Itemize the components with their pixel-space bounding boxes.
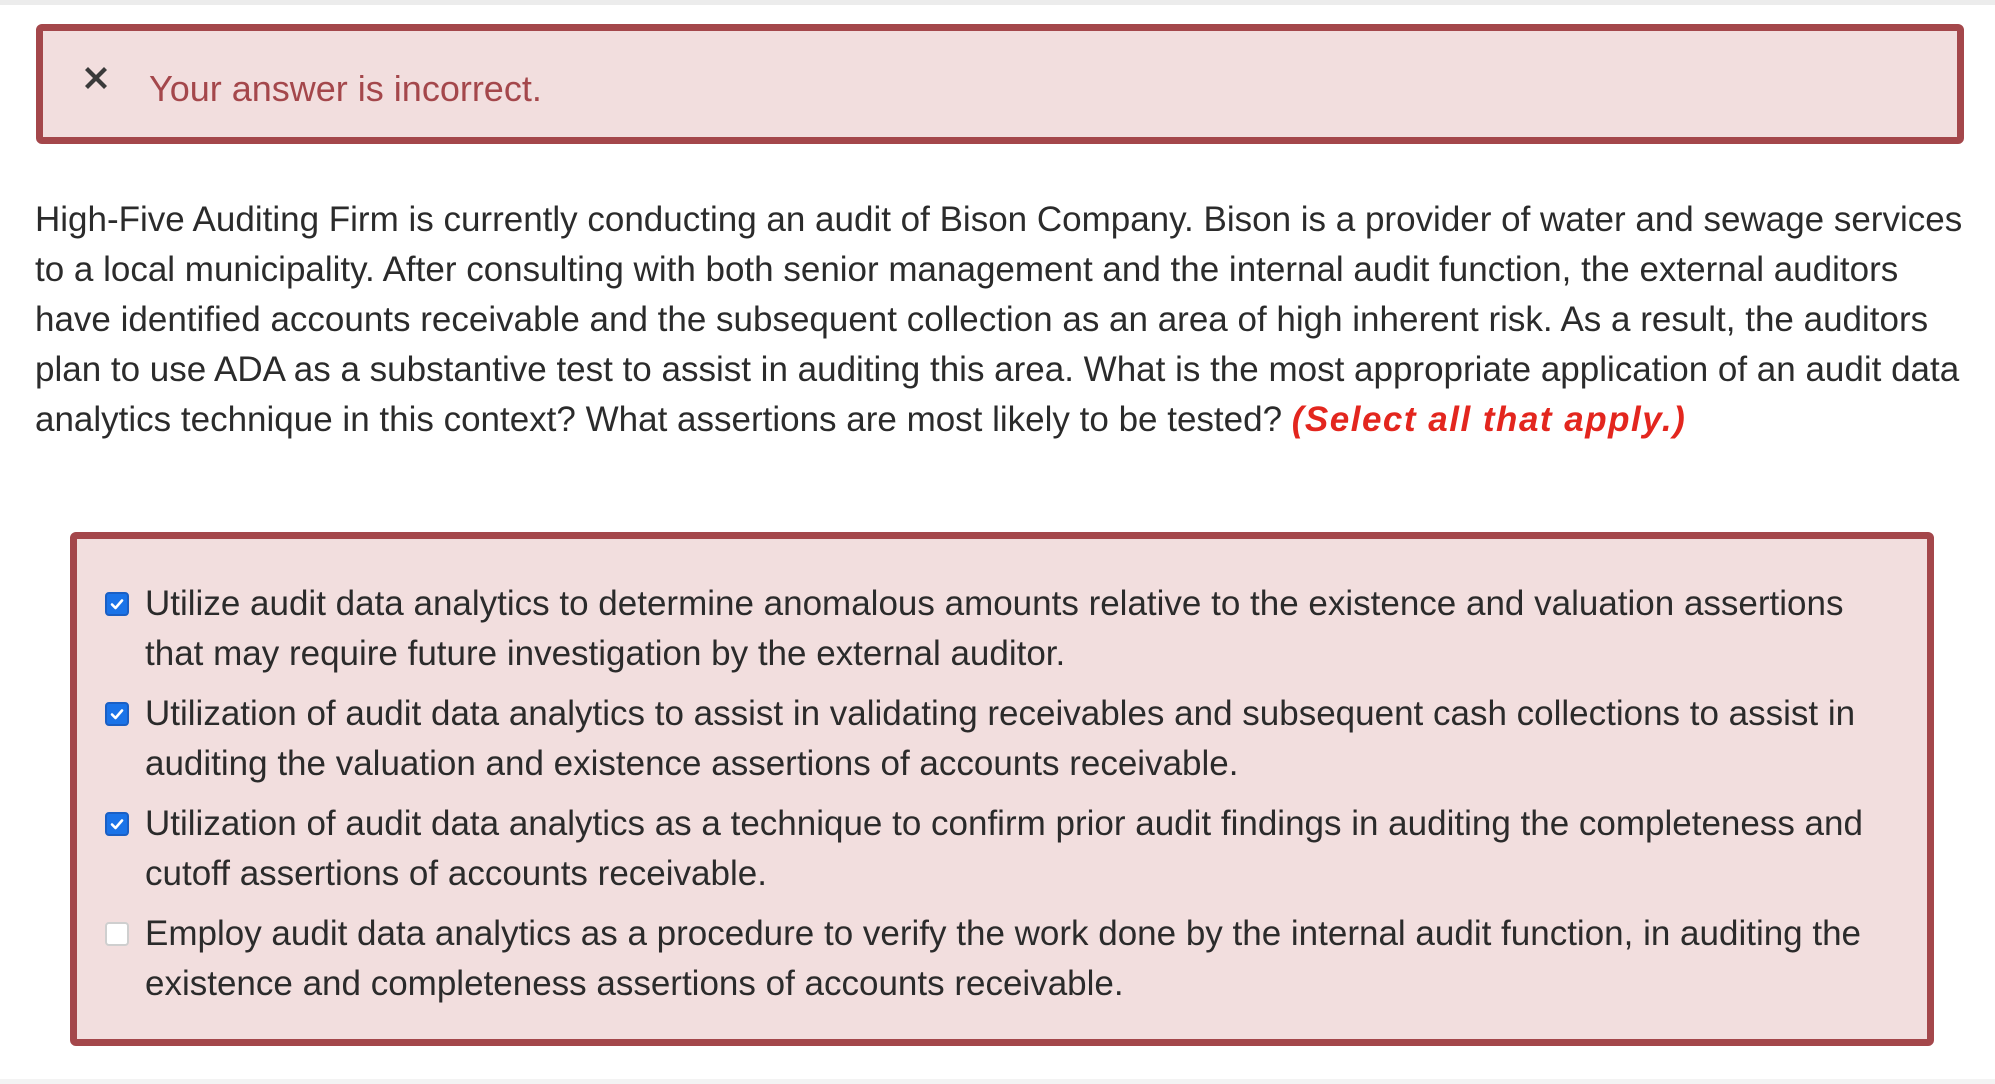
top-divider xyxy=(0,0,1995,5)
option-checkbox[interactable] xyxy=(105,592,129,616)
option-checkbox[interactable] xyxy=(105,702,129,726)
checkmark-icon xyxy=(109,596,125,612)
feedback-message: Your answer is incorrect. xyxy=(149,68,542,109)
option-checkbox[interactable] xyxy=(105,812,129,836)
question-text xyxy=(35,195,1965,445)
answer-option[interactable] xyxy=(105,799,1905,899)
option-checkbox[interactable] xyxy=(105,922,129,946)
option-label: Utilization of audit data analytics to assist in validating receivables and subsequent cash collections to assist in auditing the valuation and existence assertions of accounts receivable. xyxy=(145,694,1856,783)
bottom-divider xyxy=(0,1079,1995,1084)
answer-option[interactable] xyxy=(105,579,1905,679)
answer-options-panel xyxy=(70,532,1934,1046)
option-label: Employ audit data analytics as a procedure to verify the work done by the internal audit function, in auditing the existence and completeness assertions of accounts receivable. xyxy=(145,914,1862,1003)
checkmark-icon xyxy=(109,706,125,722)
answer-option[interactable] xyxy=(105,689,1905,789)
incorrect-feedback-banner xyxy=(36,24,1964,144)
select-all-instruction: (Select all that apply.) xyxy=(1291,400,1687,439)
option-label: Utilization of audit data analytics as a technique to confirm prior audit findings in auditing the completeness and cutoff assertions of accounts receivable. xyxy=(145,804,1863,893)
option-label: Utilize audit data analytics to determine anomalous amounts relative to the existence and valuation assertions that may require future investigation by the external auditor. xyxy=(145,584,1844,673)
question-body: High-Five Auditing Firm is currently conducting an audit of Bison Company. Bison is a provider of water and sewage services to a local municipality. After consulting with both senior management and the internal audit function, the external auditors have identified accounts receivable and the subsequent collection as an area of high inherent risk. As a result, the auditors plan to use ADA as a substantive test to assist in auditing this area. What is the most appropriate application of an audit data analytics technique in this context? What assertions are most likely to be tested? xyxy=(35,200,1963,439)
checkmark-icon xyxy=(109,816,125,832)
close-icon xyxy=(81,63,111,93)
answer-option[interactable] xyxy=(105,909,1905,1009)
